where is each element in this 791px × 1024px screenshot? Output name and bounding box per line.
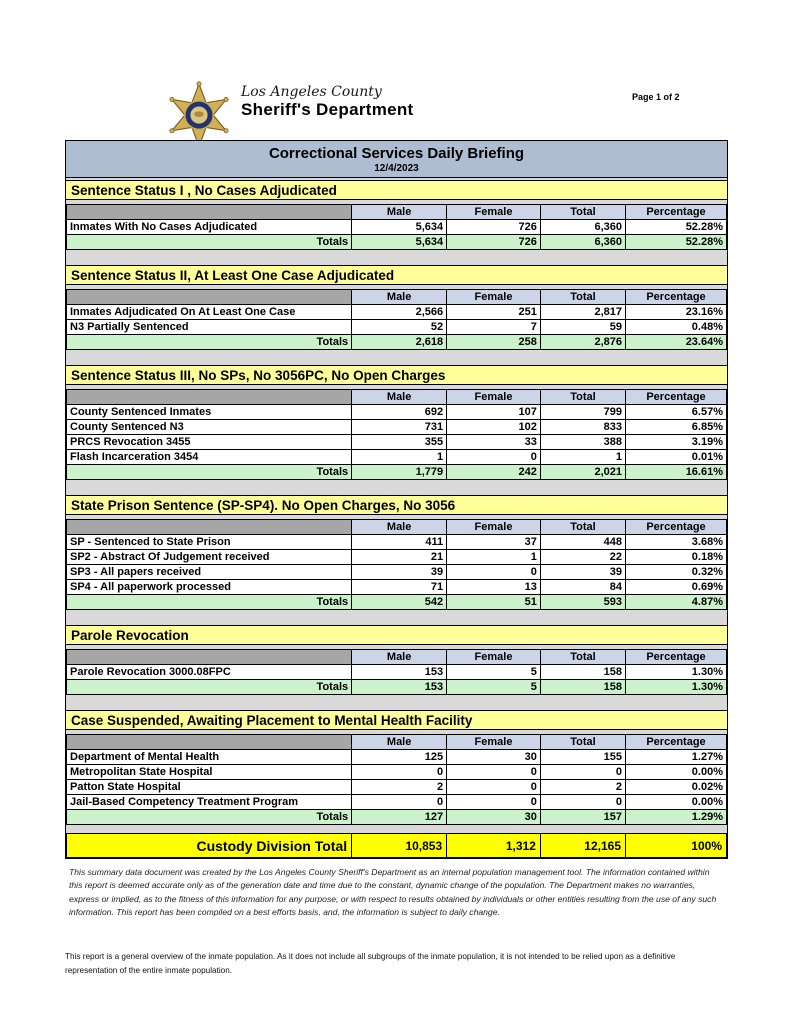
column-header-row xyxy=(67,520,727,535)
cell-total: 84 xyxy=(540,580,625,595)
cell-pct: 0.00% xyxy=(626,795,727,810)
row-label: Patton State Hospital xyxy=(67,780,352,795)
totals-pct: 1.29% xyxy=(626,810,727,825)
row-label: Jail-Based Competency Treatment Program xyxy=(67,795,352,810)
column-header-pct: Percentage xyxy=(626,290,727,305)
cell-male: 125 xyxy=(352,750,447,765)
totals-label: Totals xyxy=(67,595,352,610)
cell-female: 13 xyxy=(447,580,541,595)
cell-male: 731 xyxy=(352,420,447,435)
cell-pct: 0.48% xyxy=(626,320,727,335)
logo-text xyxy=(241,84,414,120)
grand-total-total: 12,165 xyxy=(540,834,625,858)
custody-division-total-table xyxy=(66,833,727,858)
table-row xyxy=(67,220,727,235)
totals-total: 2,876 xyxy=(540,335,625,350)
grand-total-female: 1,312 xyxy=(447,834,541,858)
totals-female: 726 xyxy=(447,235,541,250)
report-section xyxy=(66,365,727,480)
cell-male: 0 xyxy=(352,765,447,780)
section-header: Sentence Status III, No SPs, No 3056PC, No Open Charges xyxy=(66,365,727,385)
cell-total: 388 xyxy=(540,435,625,450)
column-header-male: Male xyxy=(352,290,447,305)
cell-male: 52 xyxy=(352,320,447,335)
row-label: Metropolitan State Hospital xyxy=(67,765,352,780)
cell-female: 102 xyxy=(447,420,541,435)
column-header-row xyxy=(67,390,727,405)
cell-total: 448 xyxy=(540,535,625,550)
row-label: PRCS Revocation 3455 xyxy=(67,435,352,450)
section-data-table xyxy=(66,649,727,695)
totals-male: 153 xyxy=(352,680,447,695)
sections xyxy=(66,180,727,858)
logo-county-line: Los Angeles County xyxy=(241,84,382,100)
column-header-blank xyxy=(67,520,352,535)
row-label: Flash Incarceration 3454 xyxy=(67,450,352,465)
totals-label: Totals xyxy=(67,335,352,350)
table-row xyxy=(67,420,727,435)
table-row xyxy=(67,435,727,450)
table-row xyxy=(67,565,727,580)
cell-total: 158 xyxy=(540,665,625,680)
cell-female: 0 xyxy=(447,565,541,580)
cell-male: 21 xyxy=(352,550,447,565)
cell-pct: 1.27% xyxy=(626,750,727,765)
column-header-blank xyxy=(67,290,352,305)
cell-pct: 6.85% xyxy=(626,420,727,435)
table-row xyxy=(67,780,727,795)
row-label: SP - Sentenced to State Prison xyxy=(67,535,352,550)
totals-pct: 23.64% xyxy=(626,335,727,350)
cell-total: 39 xyxy=(540,565,625,580)
totals-row xyxy=(67,810,727,825)
cell-female: 0 xyxy=(447,795,541,810)
grand-total-pct: 100% xyxy=(626,834,727,858)
report-title-bar xyxy=(66,141,727,178)
report-container xyxy=(65,140,728,859)
cell-male: 692 xyxy=(352,405,447,420)
totals-female: 5 xyxy=(447,680,541,695)
row-label: County Sentenced N3 xyxy=(67,420,352,435)
cell-male: 411 xyxy=(352,535,447,550)
report-section xyxy=(66,180,727,250)
cell-female: 7 xyxy=(447,320,541,335)
totals-label: Totals xyxy=(67,235,352,250)
row-label: Parole Revocation 3000.08FPC xyxy=(67,665,352,680)
table-row xyxy=(67,765,727,780)
cell-male: 153 xyxy=(352,665,447,680)
table-row xyxy=(67,795,727,810)
totals-row xyxy=(67,680,727,695)
report-title: Correctional Services Daily Briefing xyxy=(268,145,525,162)
row-label: N3 Partially Sentenced xyxy=(67,320,352,335)
column-header-female: Female xyxy=(447,650,541,665)
totals-label: Totals xyxy=(67,810,352,825)
cell-female: 107 xyxy=(447,405,541,420)
column-header-total: Total xyxy=(540,650,625,665)
cell-female: 5 xyxy=(447,665,541,680)
column-header-row xyxy=(67,650,727,665)
cell-pct: 52.28% xyxy=(626,220,727,235)
totals-female: 51 xyxy=(447,595,541,610)
cell-total: 1 xyxy=(540,450,625,465)
column-header-female: Female xyxy=(447,735,541,750)
cell-male: 0 xyxy=(352,795,447,810)
column-header-total: Total xyxy=(540,205,625,220)
totals-male: 542 xyxy=(352,595,447,610)
cell-total: 22 xyxy=(540,550,625,565)
cell-pct: 0.00% xyxy=(626,765,727,780)
cell-total: 833 xyxy=(540,420,625,435)
totals-total: 6,360 xyxy=(540,235,625,250)
table-row xyxy=(67,580,727,595)
overview-footnote: This report is a general overview of the inmate population. As it does not include all subgroups of the inmate population, it is not intended to be relied upon as a definitive representation of the entire inmate population. xyxy=(65,952,676,975)
cell-total: 0 xyxy=(540,795,625,810)
column-header-pct: Percentage xyxy=(626,520,727,535)
column-header-total: Total xyxy=(540,520,625,535)
totals-male: 127 xyxy=(352,810,447,825)
column-header-male: Male xyxy=(352,205,447,220)
section-header: Case Suspended, Awaiting Placement to Mental Health Facility xyxy=(66,710,727,730)
cell-pct: 0.32% xyxy=(626,565,727,580)
totals-pct: 52.28% xyxy=(626,235,727,250)
table-row xyxy=(67,405,727,420)
cell-male: 5,634 xyxy=(352,220,447,235)
grand-total-male: 10,853 xyxy=(352,834,447,858)
report-date: 12/4/2023 xyxy=(374,163,419,174)
column-header-row xyxy=(67,205,727,220)
column-header-row xyxy=(67,290,727,305)
row-label: Department of Mental Health xyxy=(67,750,352,765)
row-label: Inmates Adjudicated On At Least One Case xyxy=(67,305,352,320)
column-header-pct: Percentage xyxy=(626,650,727,665)
row-label: SP4 - All paperwork processed xyxy=(67,580,352,595)
cell-male: 2,566 xyxy=(352,305,447,320)
column-header-blank xyxy=(67,390,352,405)
totals-label: Totals xyxy=(67,680,352,695)
grand-total-label: Custody Division Total xyxy=(67,834,352,858)
row-label: Inmates With No Cases Adjudicated xyxy=(67,220,352,235)
column-header-row xyxy=(67,735,727,750)
column-header-pct: Percentage xyxy=(626,205,727,220)
totals-female: 242 xyxy=(447,465,541,480)
cell-total: 2,817 xyxy=(540,305,625,320)
cell-pct: 23.16% xyxy=(626,305,727,320)
table-row xyxy=(67,305,727,320)
section-header: Parole Revocation xyxy=(66,625,727,645)
totals-female: 258 xyxy=(447,335,541,350)
totals-row xyxy=(67,335,727,350)
report-section xyxy=(66,495,727,610)
column-header-male: Male xyxy=(352,650,447,665)
custody-division-total-row xyxy=(67,834,727,858)
totals-male: 5,634 xyxy=(352,235,447,250)
column-header-male: Male xyxy=(352,735,447,750)
logo-department-line: Sheriff's Department xyxy=(241,100,414,119)
totals-row xyxy=(67,235,727,250)
table-row xyxy=(67,750,727,765)
column-header-blank xyxy=(67,205,352,220)
column-header-female: Female xyxy=(447,290,541,305)
cell-pct: 0.18% xyxy=(626,550,727,565)
section-header: Sentence Status II, At Least One Case Adjudicated xyxy=(66,265,727,285)
cell-female: 0 xyxy=(447,450,541,465)
table-row xyxy=(67,450,727,465)
cell-female: 0 xyxy=(447,765,541,780)
column-header-total: Total xyxy=(540,735,625,750)
cell-pct: 3.19% xyxy=(626,435,727,450)
cell-total: 6,360 xyxy=(540,220,625,235)
column-header-female: Female xyxy=(447,390,541,405)
cell-total: 155 xyxy=(540,750,625,765)
cell-female: 726 xyxy=(447,220,541,235)
cell-male: 1 xyxy=(352,450,447,465)
section-data-table xyxy=(66,389,727,480)
totals-row xyxy=(67,595,727,610)
totals-pct: 16.61% xyxy=(626,465,727,480)
disclaimer-footnote: This summary data document was created by the Los Angeles County Sheriff's Department as an internal population management tool. The information contained within this report is deemed accurate only as of the generation date and time due to the constant, dynamic change of the population. The Department makes no warranties, express or implied, as to the fitness of this information for any purpose, or with respect to results obtained by individuals or other entities resulting from the use of any such information. This report has been compiled on a best efforts basis, and, the information is subject to daily change. xyxy=(69,867,717,917)
cell-pct: 0.02% xyxy=(626,780,727,795)
column-header-male: Male xyxy=(352,520,447,535)
cell-female: 0 xyxy=(447,780,541,795)
cell-male: 2 xyxy=(352,780,447,795)
cell-female: 33 xyxy=(447,435,541,450)
totals-pct: 1.30% xyxy=(626,680,727,695)
totals-total: 2,021 xyxy=(540,465,625,480)
column-header-male: Male xyxy=(352,390,447,405)
column-header-blank xyxy=(67,650,352,665)
table-row xyxy=(67,320,727,335)
section-header: State Prison Sentence (SP-SP4). No Open Charges, No 3056 xyxy=(66,495,727,515)
column-header-pct: Percentage xyxy=(626,390,727,405)
cell-total: 799 xyxy=(540,405,625,420)
totals-male: 1,779 xyxy=(352,465,447,480)
column-header-total: Total xyxy=(540,290,625,305)
cell-pct: 0.01% xyxy=(626,450,727,465)
cell-male: 71 xyxy=(352,580,447,595)
row-label: County Sentenced Inmates xyxy=(67,405,352,420)
report-section xyxy=(66,625,727,695)
totals-row xyxy=(67,465,727,480)
cell-female: 30 xyxy=(447,750,541,765)
column-header-pct: Percentage xyxy=(626,735,727,750)
totals-total: 158 xyxy=(540,680,625,695)
cell-pct: 1.30% xyxy=(626,665,727,680)
cell-female: 251 xyxy=(447,305,541,320)
table-row xyxy=(67,535,727,550)
report-section xyxy=(66,710,727,825)
cell-total: 59 xyxy=(540,320,625,335)
cell-total: 2 xyxy=(540,780,625,795)
cell-female: 1 xyxy=(447,550,541,565)
section-data-table xyxy=(66,204,727,250)
totals-female: 30 xyxy=(447,810,541,825)
cell-male: 355 xyxy=(352,435,447,450)
cell-male: 39 xyxy=(352,565,447,580)
section-data-table xyxy=(66,519,727,610)
cell-female: 37 xyxy=(447,535,541,550)
table-row xyxy=(67,550,727,565)
report-section xyxy=(66,265,727,350)
column-header-female: Female xyxy=(447,205,541,220)
row-label: SP3 - All papers received xyxy=(67,565,352,580)
totals-male: 2,618 xyxy=(352,335,447,350)
table-row xyxy=(67,665,727,680)
section-data-table xyxy=(66,734,727,825)
section-data-table xyxy=(66,289,727,350)
page-number: Page 1 of 2 xyxy=(632,92,680,102)
column-header-total: Total xyxy=(540,390,625,405)
row-label: SP2 - Abstract Of Judgement received xyxy=(67,550,352,565)
totals-pct: 4.87% xyxy=(626,595,727,610)
totals-total: 593 xyxy=(540,595,625,610)
cell-pct: 6.57% xyxy=(626,405,727,420)
column-header-blank xyxy=(67,735,352,750)
totals-label: Totals xyxy=(67,465,352,480)
cell-pct: 0.69% xyxy=(626,580,727,595)
cell-total: 0 xyxy=(540,765,625,780)
cell-pct: 3.68% xyxy=(626,535,727,550)
totals-total: 157 xyxy=(540,810,625,825)
column-header-female: Female xyxy=(447,520,541,535)
section-header: Sentence Status I , No Cases Adjudicated xyxy=(66,180,727,200)
